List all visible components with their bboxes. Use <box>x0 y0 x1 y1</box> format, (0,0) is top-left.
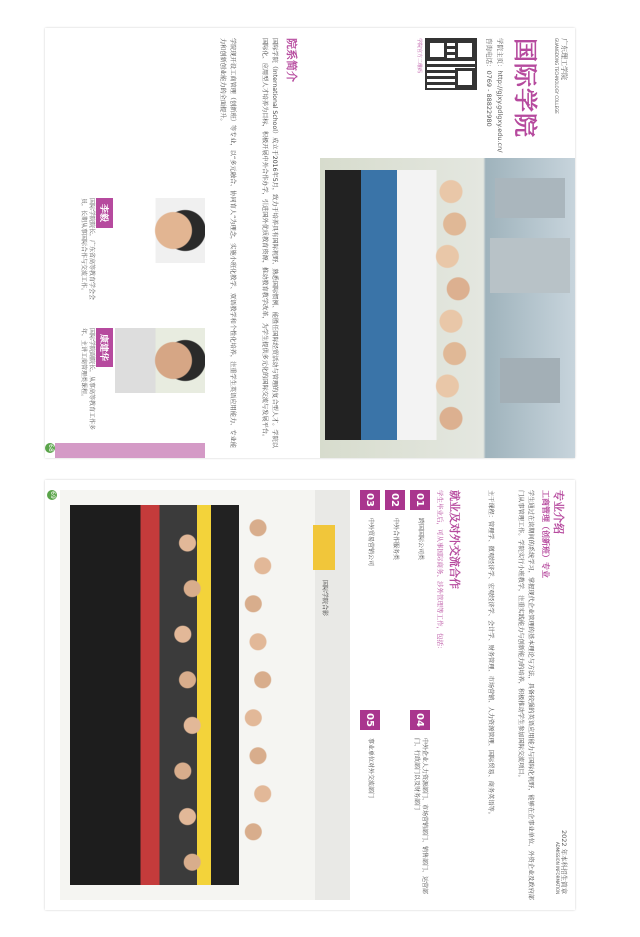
page-number-bottom: 69 <box>49 491 56 499</box>
section-title-exchange: 就业及对外交流合作 <box>448 490 461 589</box>
school-name: 广东理工学院 <box>560 38 568 80</box>
header-year <box>555 830 569 894</box>
page-title: 国际学院 <box>511 38 539 138</box>
item-text-3: 中外贸易营销公司 <box>367 518 374 567</box>
person-card-2 <box>75 328 205 438</box>
major-title: 工商管理（创新班）专业 <box>541 490 550 578</box>
item-num-1: 01 <box>410 490 430 510</box>
school-name-en: GUANGDONG TECHNOLOGY COLLEGE <box>554 38 559 114</box>
contact-web: 学院主页：http://gjxy.gdlgxy.edu.cn/ <box>496 38 504 153</box>
section-title-major: 专业介绍 <box>552 490 565 534</box>
person-photo-2 <box>115 328 205 393</box>
qr-caption: 学院官方二维码 <box>416 38 422 74</box>
person-photo-1 <box>115 198 205 263</box>
person-card-1 <box>75 198 205 308</box>
exchange-item-3 <box>358 490 380 690</box>
exchange-item-1 <box>408 490 430 690</box>
top-page <box>45 28 575 458</box>
person-caption-2: 国际学院副院长，从事高等教育工作多年，主讲工商管理类课程。 <box>80 328 95 431</box>
major-desc-2: 主干课程：管理学、微观经济学、宏观经济学、会计学、财务管理、市场营销、人力资源管理、国际贸易、商务英语等。 <box>487 490 494 818</box>
person-name-2: 康建华 <box>96 328 113 367</box>
intro-text: 国际学院（International School）成立于2016年5月，致力于培养具有国际视野、熟悉国际惯例、能胜任国际经贸活动与管理的复合型人才。学院以国际化、应用型人才培养为目标，积极开展中外合作办学，引进国外优质教育资源，推动教育教学改革，为学生提供多元化的国际交流与发展平台。 <box>261 38 278 448</box>
intro-text-2: 学院现开设工商管理（创新班）等专业，以“多元融合、协同育人”为理念，实施小班化教学、双语教学和个性化培养，注重学生英语应用能力、专业能力和创新创业能力的全面提升。 <box>219 38 236 448</box>
item-text-4: 中外企业人力资源部门、市场营销部门、销售部门、运营部门、行政部门以及财务部门 <box>413 738 428 895</box>
exchange-item-5 <box>358 710 380 900</box>
item-text-5: 事业单位对外交流部门 <box>367 738 374 799</box>
item-num-2: 02 <box>385 490 405 510</box>
item-text-2: 中外合作服务类 <box>392 518 399 561</box>
contact-phone: 咨询电话：0769 - 88822980 <box>485 38 493 127</box>
item-num-3: 03 <box>360 490 380 510</box>
accent-bar <box>55 443 205 458</box>
crowd <box>70 505 305 885</box>
bottom-page <box>45 480 575 910</box>
qr-code <box>425 38 477 90</box>
page-number-top: 68 <box>47 444 54 452</box>
major-desc: 学生通过在读期间的系统学习，掌握现代企业管理的基本理论与方法，具备较强的英语应用能力与国际化视野，能够在企事业单位、外资企业及政府部门从事管理工作。学院实行小班教学，注重实践能力与创新能力的培养，积极推动学生参加国际交流项目。 <box>517 490 534 900</box>
group-photo <box>60 490 350 900</box>
person-name-1: 李毅 <box>96 198 113 228</box>
banner-sign <box>313 525 335 570</box>
students-photo <box>320 158 575 458</box>
group-banner: 国际学院合影 <box>321 580 328 617</box>
contact-block <box>483 38 505 152</box>
year-text: 2022 年本科招生简章 <box>560 830 568 895</box>
item-text-1: 跨国国际公司类 <box>417 518 424 561</box>
exchange-item-4 <box>390 710 430 900</box>
person-caption-1: 国际学院院长，广东省高等教育学会会员，长期从事国际合作与交流工作。 <box>80 198 95 301</box>
item-num-4: 04 <box>410 710 430 730</box>
year-text-en: ADMISSION INFORMATION <box>555 841 560 895</box>
item-num-5: 05 <box>360 710 380 730</box>
exchange-item-2 <box>383 490 405 690</box>
header-left <box>554 38 569 114</box>
section-title-intro: 院系简介 <box>285 38 298 82</box>
exchange-sub: 学生毕业后，可从事国际商务、涉外管理等工作，包括： <box>436 490 444 653</box>
